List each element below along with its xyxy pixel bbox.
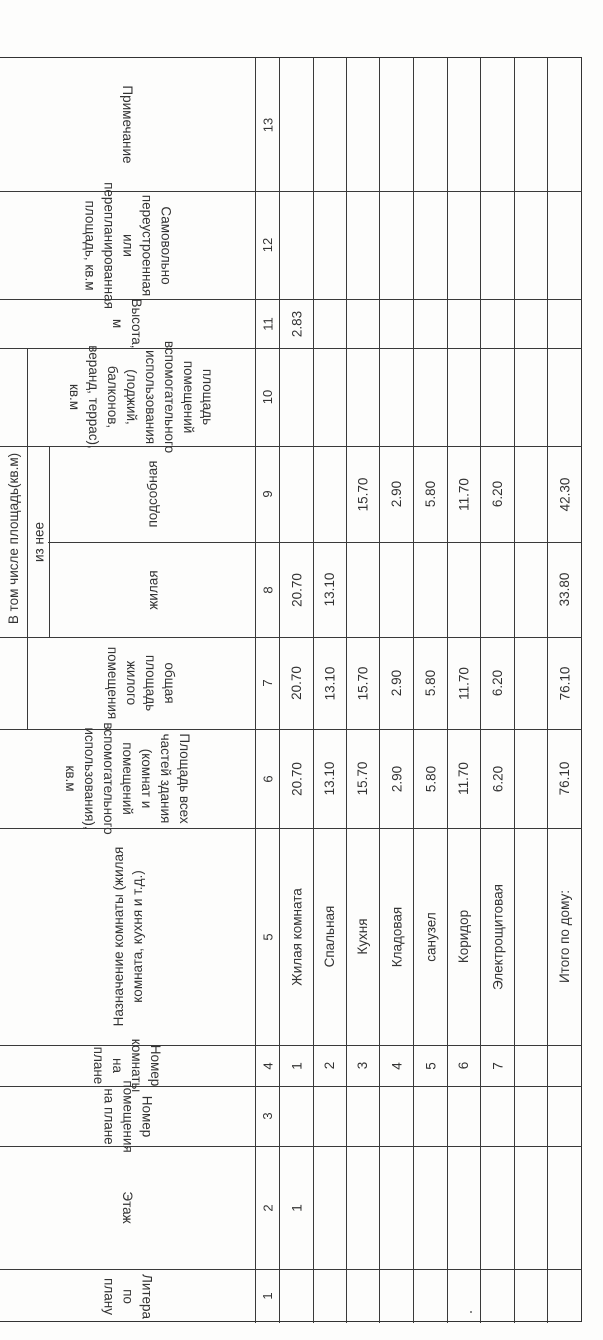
table-cell-r2-c5: Спальная <box>322 905 337 968</box>
table-cell-r1-c7: 20.70 <box>288 666 304 700</box>
table-cell-r7-c9: 6.20 <box>489 480 505 508</box>
column-header-5: Назначение комнаты (жилая комната, кухня и т.д.) <box>110 846 145 1027</box>
table-cell-r3-c9: 15.70 <box>355 477 370 511</box>
scan-speck <box>470 1311 472 1313</box>
table-cell-r2-c7: 13.10 <box>322 666 337 700</box>
table-cell-r5-c9: 5.80 <box>422 480 438 508</box>
column-number-11: 11 <box>259 316 275 331</box>
table-cell-r6-c9: 11.70 <box>456 477 471 511</box>
column-number-13: 13 <box>259 117 275 132</box>
row-divider <box>514 58 515 1323</box>
table-cell-r4-c4: 4 <box>388 1061 404 1070</box>
column-header-1: Литера по плану <box>101 1273 154 1319</box>
table-cell-r3-c5: Кухня <box>355 918 370 955</box>
table-cell-r1-c8: 20.70 <box>288 572 304 607</box>
column-header-3: Номер помещения на плане <box>101 1079 154 1153</box>
table-cell-r1-c2: 1 <box>288 1203 304 1212</box>
column-number-10: 10 <box>259 389 275 405</box>
group-header-in-total: В том числе площадь(кв.м) <box>6 452 21 625</box>
column-number-4: 4 <box>259 1061 275 1070</box>
column-header-4: Номер комнаты на плане <box>91 1038 164 1093</box>
table-cell-r4-c5: Кладовая <box>388 906 404 967</box>
column-header-10: площадь помещений вспомогательного использования (лоджий, балконов, веранд, террас), кв.м <box>67 340 215 454</box>
table-cell-r4-c9: 2.90 <box>388 480 404 508</box>
table-cell-r3-c7: 15.70 <box>355 666 370 700</box>
table-cell-r3-c6: 15.70 <box>355 761 370 796</box>
column-number-2: 2 <box>259 1203 275 1212</box>
column-header-6: Площадь всех частей здания (комнат и помещений вспомогательного использования), кв.м <box>63 722 192 835</box>
table-cell-r7-c4: 7 <box>489 1061 505 1070</box>
table-cell-r2-c4: 2 <box>322 1061 337 1070</box>
table-cell-r7-c5: Электрощитовая <box>489 883 505 990</box>
column-header-11: Высота, м <box>110 298 145 349</box>
table-cell-r1-c11: 2.83 <box>288 310 304 337</box>
table-cell-r9-c5: Итого по дому: <box>557 889 572 984</box>
table-cell-r2-c8: 13.10 <box>322 572 337 607</box>
column-number-12: 12 <box>259 237 275 253</box>
column-number-3: 3 <box>259 1112 275 1120</box>
column-number-7: 7 <box>259 679 275 687</box>
explication-table <box>0 57 582 1322</box>
column-number-6: 6 <box>259 774 275 783</box>
column-number-5: 5 <box>259 932 275 941</box>
table-cell-r9-c8: 33.80 <box>557 572 572 607</box>
table-cell-r5-c6: 5.80 <box>422 765 438 792</box>
column-header-9: подсобная <box>144 460 160 528</box>
column-number-1: 1 <box>259 1292 275 1300</box>
table-cell-r7-c6: 6.20 <box>489 765 505 792</box>
table-cell-r9-c6: 76.10 <box>557 761 572 796</box>
table-cell-r9-c9: 42.30 <box>557 477 572 511</box>
table-cell-r5-c4: 5 <box>422 1061 438 1070</box>
column-number-8: 8 <box>259 585 275 594</box>
table-cell-r3-c4: 3 <box>355 1061 370 1070</box>
table-cell-r1-c5: Жилая комната <box>288 887 304 986</box>
column-header-7: общая площадь жилого помещения <box>105 646 177 720</box>
table-cell-r4-c7: 2.90 <box>388 669 404 697</box>
table-cell-r6-c7: 11.70 <box>456 666 471 700</box>
table-cell-r6-c6: 11.70 <box>456 762 471 795</box>
table-cell-r6-c4: 6 <box>456 1061 471 1070</box>
table-cell-r1-c6: 20.70 <box>288 761 304 796</box>
table-cell-r5-c7: 5.80 <box>422 669 438 697</box>
column-header-8: жилая <box>144 569 160 610</box>
table-cell-r5-c5: санузел <box>422 911 438 962</box>
table-cell-r4-c6: 2.90 <box>388 765 404 792</box>
column-header-2: Этаж <box>120 1191 135 1224</box>
column-header-13: Примечание <box>120 85 135 164</box>
column-header-12: Самовольно переустроенная или перепланированная площадь, кв.м <box>82 181 173 309</box>
table-cell-r9-c7: 76.10 <box>557 666 572 700</box>
table-cell-r6-c5: Коридор <box>456 909 471 964</box>
group-header-of-it: из нее <box>30 521 46 562</box>
table-cell-r2-c6: 13.10 <box>322 761 337 796</box>
table-cell-r1-c4: 1 <box>288 1061 304 1070</box>
table-cell-r7-c7: 6.20 <box>489 669 505 697</box>
column-number-9: 9 <box>259 490 275 498</box>
